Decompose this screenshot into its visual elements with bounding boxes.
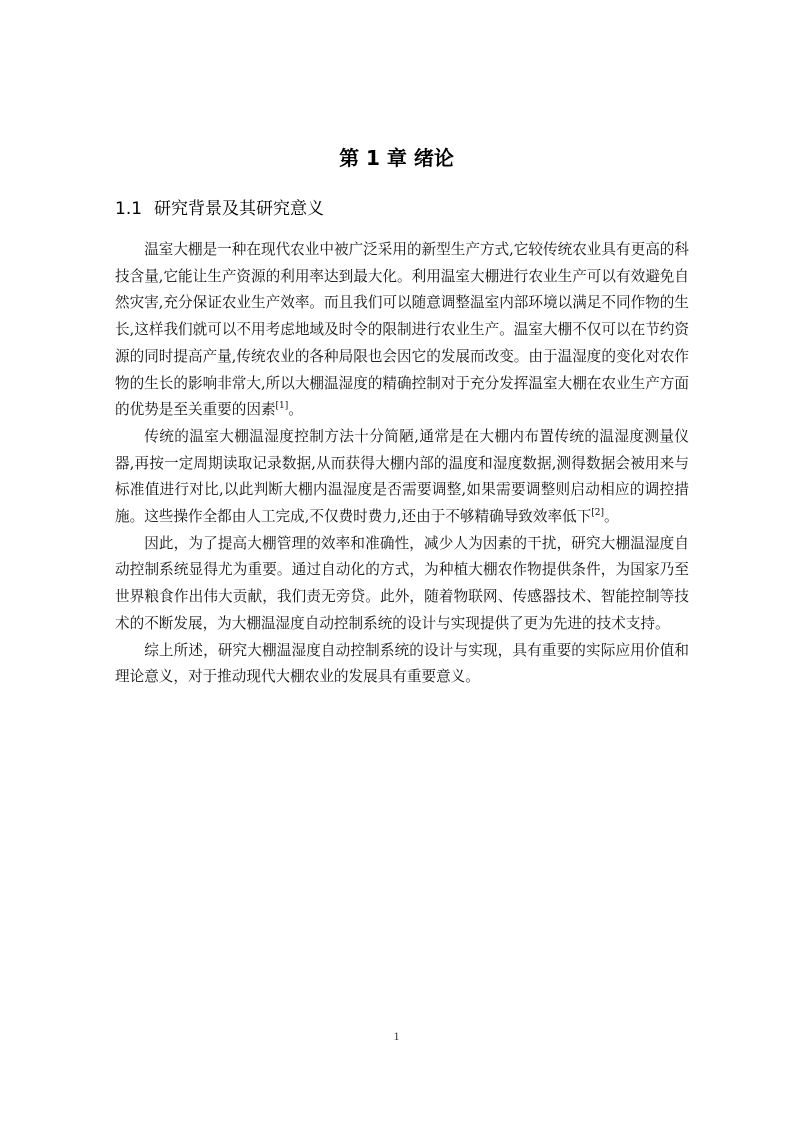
section-heading — [115, 194, 324, 219]
paragraph-text: 综上所述，研究大棚温湿度自动控制系统的设计与实现，具有重要的实际应用价值和理论意义，对于推动现代大棚农业的发展具有重要意义。 — [115, 641, 689, 686]
citation-ref: [2] — [591, 508, 605, 519]
chapter-title: 第 1 章 绪论 — [339, 146, 454, 170]
paragraph-end: 。 — [288, 401, 303, 419]
paragraph — [115, 424, 689, 531]
section-title: 研究背景及其研究意义 — [154, 199, 325, 219]
paragraph-end: 。 — [604, 508, 619, 526]
paragraph — [115, 531, 689, 638]
paragraph — [115, 638, 689, 691]
page-number: 1 — [393, 1029, 400, 1043]
body-text — [115, 237, 689, 691]
citation-ref: [1] — [275, 401, 289, 412]
section-number: 1.1 — [115, 199, 143, 219]
paragraph-text: 传统的温室大棚温湿度控制方法十分简陋,通常是在大棚内布置传统的温湿度测量仪器,再按一定周期读取记录数据,从而获得大棚内部的温度和湿度数据,测得数据会被用来与标准值进行对比,以此判断大棚内温湿度是否需要调整,如果需要调整则启动相应的调控措施。这些操作全都由人工完成,不仅费时费力,还由于不够精确导致效率低下 — [115, 427, 689, 526]
paragraph — [115, 237, 689, 424]
paragraph-text: 温室大棚是一种在现代农业中被广泛采用的新型生产方式,它较传统农业具有更高的科技含量,它能让生产资源的利用率达到最大化。利用温室大棚进行农业生产可以有效避免自然灾害,充分保证农业生产效率。而且我们可以随意调整温室内部环境以满足不同作物的生长,这样我们就可以不用考虑地域及时令的限制进行农业生产。温室大棚不仅可以在节约资源的同时提高产量,传统农业的各种局限也会因它的发展而改变。由于温湿度的变化对农作物的生长的影响非常大,所以大棚温湿度的精确控制对于充分发挥温室大棚在农业生产方面的优势是至关重要的因素 — [115, 241, 689, 419]
paragraph-text: 因此，为了提高大棚管理的效率和准确性，减少人为因素的干扰，研究大棚温湿度自动控制系统显得尤为重要。通过自动化的方式，为种植大棚农作物提供条件，为国家乃至世界粮食作出伟大贡献，我们责无旁贷。此外，随着物联网、传感器技术、智能控制等技术的不断发展，为大棚温湿度自动控制系统的设计与实现提供了更为先进的技术支持。 — [115, 534, 689, 632]
